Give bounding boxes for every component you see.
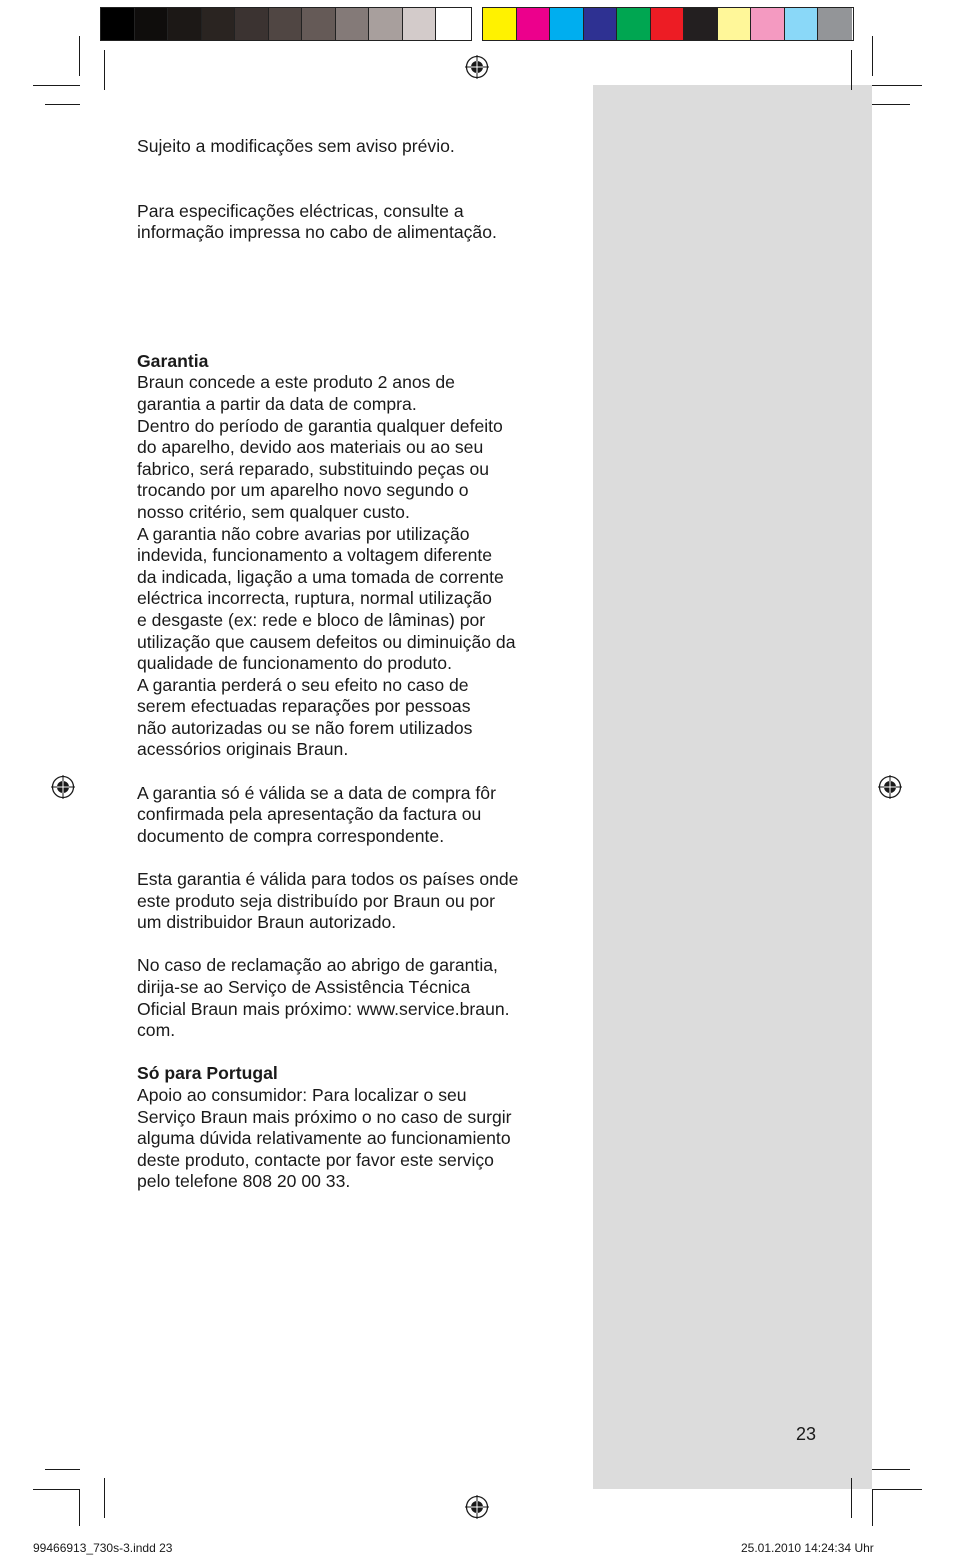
- crop-mark: [872, 1489, 922, 1490]
- process-color-bar: [482, 7, 854, 41]
- warranty-paragraph: Braun concede a este produto 2 anos de garantia a partir da data de compra. Dentro do período de garantia qualquer defeito do aparelho, devido aos materiais ou ao seu fabrico, será reparado, substituindo peças ou trocando por um aparelho novo segundo o nosso critério, sem qualquer custo. A garantia não cobre avarias por utilização indevida, funcionamento a voltagem diferente da indicada, ligação a uma tomada de corrente eléctrica incorrecta, ruptura, normal utilização e desgaste (ex: rede e bloco de lâminas) por utilização que causem defeitos ou diminuição da qualidade de funcionamento do produto. A garantia perderá o seu efeito no caso de serem efectuadas reparações por pessoas não autorizadas ou se não forem utilizados acessórios originais Braun.: [137, 372, 516, 760]
- swatch: [818, 8, 852, 40]
- swatch: [436, 8, 470, 40]
- page-number: 23: [796, 1424, 817, 1444]
- registration-mark-icon: [465, 55, 489, 79]
- swatch: [369, 8, 403, 40]
- swatch: [336, 8, 370, 40]
- crop-mark: [104, 1478, 105, 1518]
- registration-mark-icon: [51, 775, 75, 799]
- swatch: [302, 8, 336, 40]
- warranty-heading: Garantia: [137, 350, 209, 371]
- registration-mark-icon: [465, 1495, 489, 1519]
- swatch: [751, 8, 785, 40]
- swatch: [235, 8, 269, 40]
- portugal-support-paragraph: Apoio ao consumidor: Para localizar o seu Serviço Braun mais próximo o no caso de surgir alguma dúvida relativamente ao funcionamiento deste produto, contacte por favor este serviço pelo telefone 808 20 00 33.: [137, 1084, 512, 1192]
- swatch: [135, 8, 169, 40]
- warranty-countries-paragraph: Esta garantia é válida para todos os países onde este produto seja distribuído por Braun ou por um distribuidor Braun autorizado.: [137, 869, 519, 933]
- crop-mark: [872, 85, 922, 86]
- swatch: [651, 8, 685, 40]
- warranty-claims-paragraph: No caso de reclamação ao abrigo de garantia, dirija-se ao Serviço de Assistência Técnica Oficial Braun mais próximo: www.service.braun. com.: [137, 955, 510, 1041]
- swatch: [101, 8, 135, 40]
- swatch: [785, 8, 819, 40]
- electrical-specs-note: Para especificações eléctricas, consulte a informação impressa no cabo de alimentação.: [137, 200, 497, 243]
- crop-mark: [851, 50, 852, 90]
- swatch: [168, 8, 202, 40]
- crop-mark: [104, 50, 105, 90]
- crop-mark: [872, 1469, 910, 1470]
- swatch: [483, 8, 517, 40]
- swatch: [550, 8, 584, 40]
- slug-timestamp: 25.01.2010 14:24:34 Uhr: [741, 1541, 874, 1555]
- swatch: [202, 8, 236, 40]
- page-content: [137, 136, 567, 1193]
- crop-mark: [851, 1478, 852, 1518]
- crop-mark: [872, 36, 873, 76]
- swatch: [617, 8, 651, 40]
- crop-mark: [45, 1469, 80, 1470]
- modification-notice: Sujeito a modificações sem aviso prévio.: [137, 136, 455, 156]
- crop-mark: [872, 1490, 873, 1526]
- swatch: [584, 8, 618, 40]
- crop-mark: [79, 1490, 80, 1526]
- crop-mark: [33, 85, 80, 86]
- warranty-validity-paragraph: A garantia só é válida se a data de compra fôr confirmada pela apresentação da factura ou documento de compra correspondente.: [137, 782, 496, 846]
- crop-mark: [33, 1489, 80, 1490]
- swatch: [684, 8, 718, 40]
- registration-mark-icon: [878, 775, 902, 799]
- gray-side-panel: [593, 85, 872, 1489]
- crop-mark: [79, 36, 80, 76]
- crop-mark: [872, 104, 910, 105]
- slug-filename: 99466913_730s-3.indd 23: [33, 1541, 173, 1555]
- swatch: [269, 8, 303, 40]
- swatch: [517, 8, 551, 40]
- greyscale-color-bar: [100, 7, 472, 41]
- swatch: [403, 8, 437, 40]
- swatch: [718, 8, 752, 40]
- portugal-heading: Só para Portugal: [137, 1063, 278, 1084]
- crop-mark: [45, 104, 80, 105]
